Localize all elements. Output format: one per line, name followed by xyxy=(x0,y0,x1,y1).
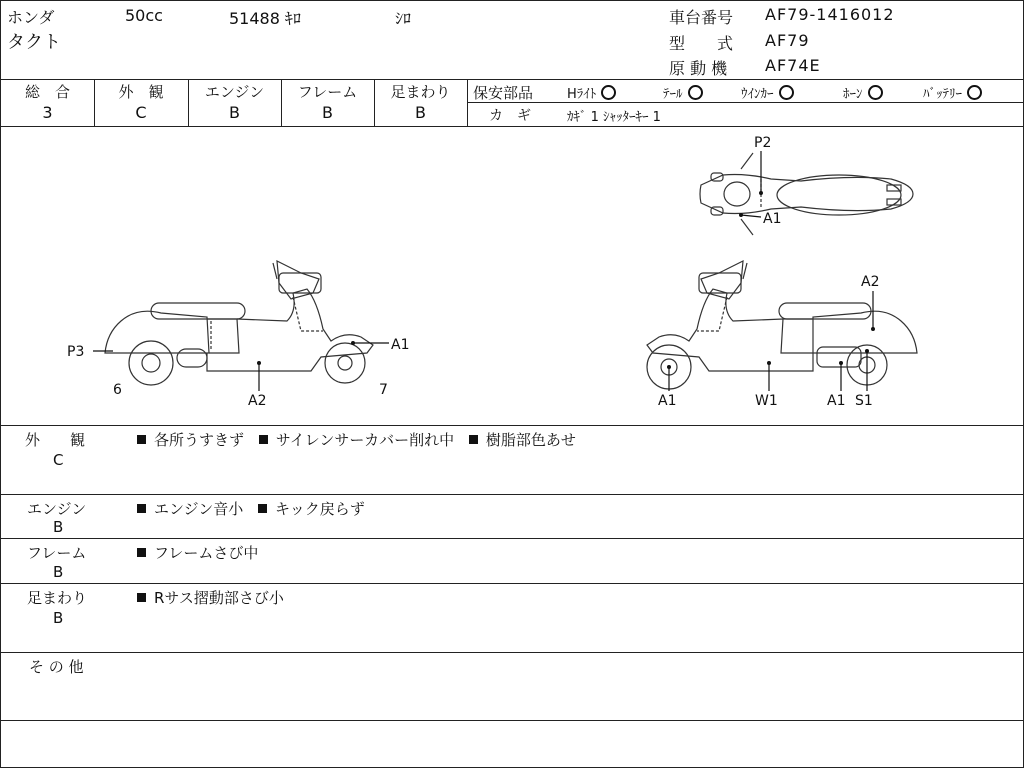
label-right-a1-rear: A1 xyxy=(827,393,846,409)
safety-headlight: Hﾗｲﾄ xyxy=(567,83,616,102)
bullet-icon xyxy=(137,435,146,444)
suspension-grade: B xyxy=(415,103,426,122)
note-items-suspension: Rサス摺動部さび小 xyxy=(137,587,294,608)
engine-grade: B xyxy=(229,103,240,122)
damage-points xyxy=(257,191,875,369)
note-category-other: そ の 他 xyxy=(29,658,84,676)
label-right-s1: S1 xyxy=(855,393,873,409)
label-left-6: 6 xyxy=(113,382,122,398)
engine-label: 原 動 機 xyxy=(669,59,728,78)
label-top-a1: A1 xyxy=(763,211,782,227)
top-view-scooter xyxy=(700,153,913,235)
label-right-a1-front: A1 xyxy=(658,393,677,409)
engine-grade-label: エンジン xyxy=(204,83,265,101)
frame-no: AF79-1416012 xyxy=(765,5,895,24)
ok-circle-icon xyxy=(967,85,982,100)
frame-grade: B xyxy=(322,103,333,122)
exterior-label: 外 観 xyxy=(118,83,164,101)
label-right-a2: A2 xyxy=(861,274,880,290)
note-items-frame: フレームさび中 xyxy=(137,542,268,563)
safety-label: 保安部品 xyxy=(473,84,534,102)
safety-tail: ﾃｰﾙ xyxy=(663,83,703,102)
divider xyxy=(1,720,1023,721)
left-view-scooter xyxy=(105,261,373,385)
ok-circle-icon xyxy=(868,85,883,100)
key-label: カ ギ xyxy=(489,108,531,124)
safety-winker: ｳｲﾝｶｰ xyxy=(741,83,794,102)
label-right-w1: W1 xyxy=(755,393,778,409)
divider xyxy=(1,538,1023,539)
note-category-engine: エンジン xyxy=(27,500,87,518)
bullet-icon xyxy=(469,435,478,444)
engine-value: AF74E xyxy=(765,56,821,75)
type-label: 型 式 xyxy=(669,34,734,53)
label-left-a2: A2 xyxy=(248,393,267,409)
model-name: タクト xyxy=(7,32,61,53)
divider xyxy=(467,102,1023,103)
divider xyxy=(1,583,1023,584)
divider xyxy=(1,79,1023,80)
note-items-engine: エンジン音小 キック戻らず xyxy=(137,498,375,519)
ok-circle-icon xyxy=(779,85,794,100)
divider xyxy=(1,494,1023,495)
key-value: ｶｷﾞ 1 ｼｬｯﾀｰｷｰ 1 xyxy=(567,110,661,125)
note-category-frame: フレーム xyxy=(27,544,87,562)
bullet-icon xyxy=(259,435,268,444)
ok-circle-icon xyxy=(601,85,616,100)
note-category-exterior: 外 観 xyxy=(25,431,86,449)
safety-horn: ﾎｰﾝ xyxy=(843,83,883,102)
label-top-p2: P2 xyxy=(754,135,772,151)
exterior-grade: C xyxy=(135,103,147,122)
callout-lines xyxy=(93,151,873,391)
maker: ホンダ xyxy=(7,8,55,27)
label-left-7: 7 xyxy=(379,382,388,398)
note-items-exterior: 各所うすきず サイレンサーカバー削れ中 樹脂部色あせ xyxy=(137,429,586,450)
type-value: AF79 xyxy=(765,31,810,50)
overall-label: 総 合 xyxy=(24,83,70,101)
note-grade-engine: B xyxy=(53,518,64,536)
safety-battery: ﾊﾞｯﾃﾘｰ xyxy=(923,83,982,102)
frame-no-label: 車台番号 xyxy=(669,8,734,27)
overall-grade: 3 xyxy=(42,103,53,122)
divider xyxy=(1,652,1023,653)
note-grade-suspension: B xyxy=(53,609,64,627)
bullet-icon xyxy=(137,504,146,513)
note-grade-frame: B xyxy=(53,563,64,581)
suspension-grade-label: 足まわり xyxy=(390,83,451,101)
label-left-p3: P3 xyxy=(67,344,85,360)
displacement: 50cc xyxy=(125,6,163,25)
bullet-icon xyxy=(137,548,146,557)
mileage: 51488 ｷﾛ xyxy=(229,9,301,28)
frame-grade-label: フレーム xyxy=(297,83,358,101)
color: ｼﾛ xyxy=(395,9,412,28)
note-grade-exterior: C xyxy=(53,451,64,469)
bullet-icon xyxy=(258,504,267,513)
bullet-icon xyxy=(137,593,146,602)
note-category-suspension: 足まわり xyxy=(27,589,88,607)
divider xyxy=(1,425,1023,426)
ok-circle-icon xyxy=(688,85,703,100)
scooter-damage-diagram xyxy=(1,127,1023,425)
label-left-a1: A1 xyxy=(391,337,410,353)
